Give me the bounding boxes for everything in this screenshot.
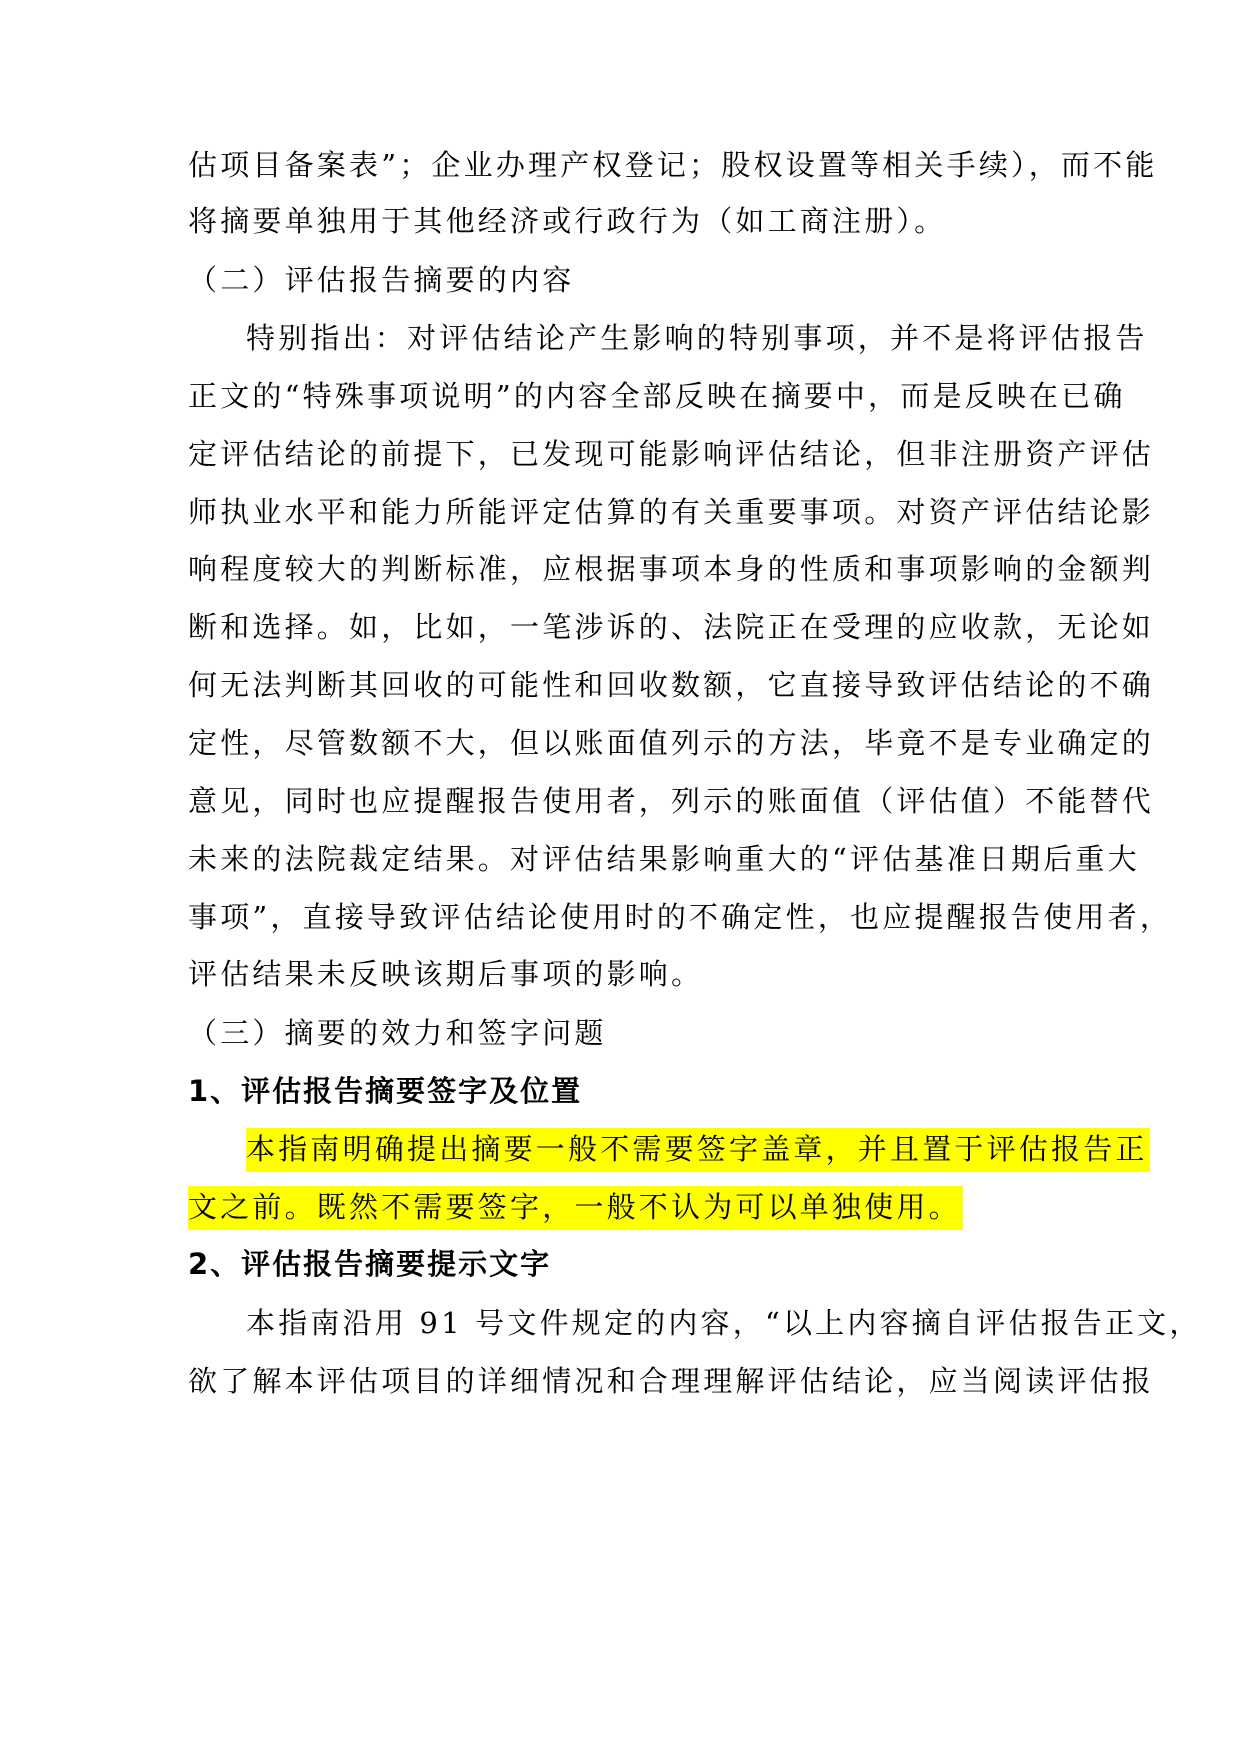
body-text-line: 意见，同时也应提醒报告使用者，列示的账面值（评估值）不能替代 — [188, 784, 1155, 818]
text-highlight: 本指南明确提出摘要一般不需要签字盖章，并且置于评估报告正 — [246, 1128, 1150, 1172]
body-text-line: 特别指出：对评估结论产生影响的特别事项，并不是将评估报告 — [246, 321, 1148, 355]
body-text-line: 欲了解本评估项目的详细情况和合理理解评估结论，应当阅读评估报 — [188, 1364, 1155, 1398]
section-heading: （二）评估报告摘要的内容 — [188, 263, 575, 297]
body-text-line: 定评估结论的前提下，已发现可能影响评估结论，但非注册资产评估 — [188, 437, 1155, 471]
highlighted-text-line — [246, 1129, 1150, 1169]
body-text-line: 断和选择。如，比如，一笔涉诉的、法院正在受理的应收款，无论如 — [188, 610, 1155, 644]
section-heading: （三）摘要的效力和签字问题 — [188, 1016, 607, 1050]
body-text-line: 定性，尽管数额不大，但以账面值列示的方法，毕竟不是专业确定的 — [188, 726, 1155, 760]
body-text-line: 评估结果未反映该期后事项的影响。 — [188, 957, 704, 991]
subsection-heading: 2、评估报告摘要提示文字 — [188, 1247, 552, 1281]
body-text-line: 响程度较大的判断标准，应根据事项本身的性质和事项影响的金额判 — [188, 552, 1155, 586]
body-text-line: 师执业水平和能力所能评定估算的有关重要事项。对资产评估结论影 — [188, 495, 1155, 529]
text-highlight: 文之前。既然不需要签字，一般不认为可以单独使用。 — [188, 1186, 963, 1230]
subsection-heading: 1、评估报告摘要签字及位置 — [188, 1074, 583, 1108]
highlighted-text-line — [188, 1187, 963, 1227]
body-text-line: 估项目备案表”；企业办理产权登记；股权设置等相关手续），而不能 — [188, 148, 1158, 182]
body-text-line: 事项”，直接导致评估结论使用时的不确定性，也应提醒报告使用者， — [188, 900, 1173, 934]
body-text-line: 未来的法院裁定结果。对评估结果影响重大的“评估基准日期后重大 — [188, 842, 1140, 876]
body-text-line: 将摘要单独用于其他经济或行政行为（如工商注册）。 — [188, 204, 947, 238]
body-text-line: 何无法判断其回收的可能性和回收数额，它直接导致评估结论的不确 — [188, 668, 1155, 702]
body-text-line: 正文的“特殊事项说明”的内容全部反映在摘要中，而是反映在已确 — [188, 379, 1126, 413]
body-text-line: 本指南沿用 91 号文件规定的内容，“以上内容摘自评估报告正文， — [246, 1306, 1202, 1340]
